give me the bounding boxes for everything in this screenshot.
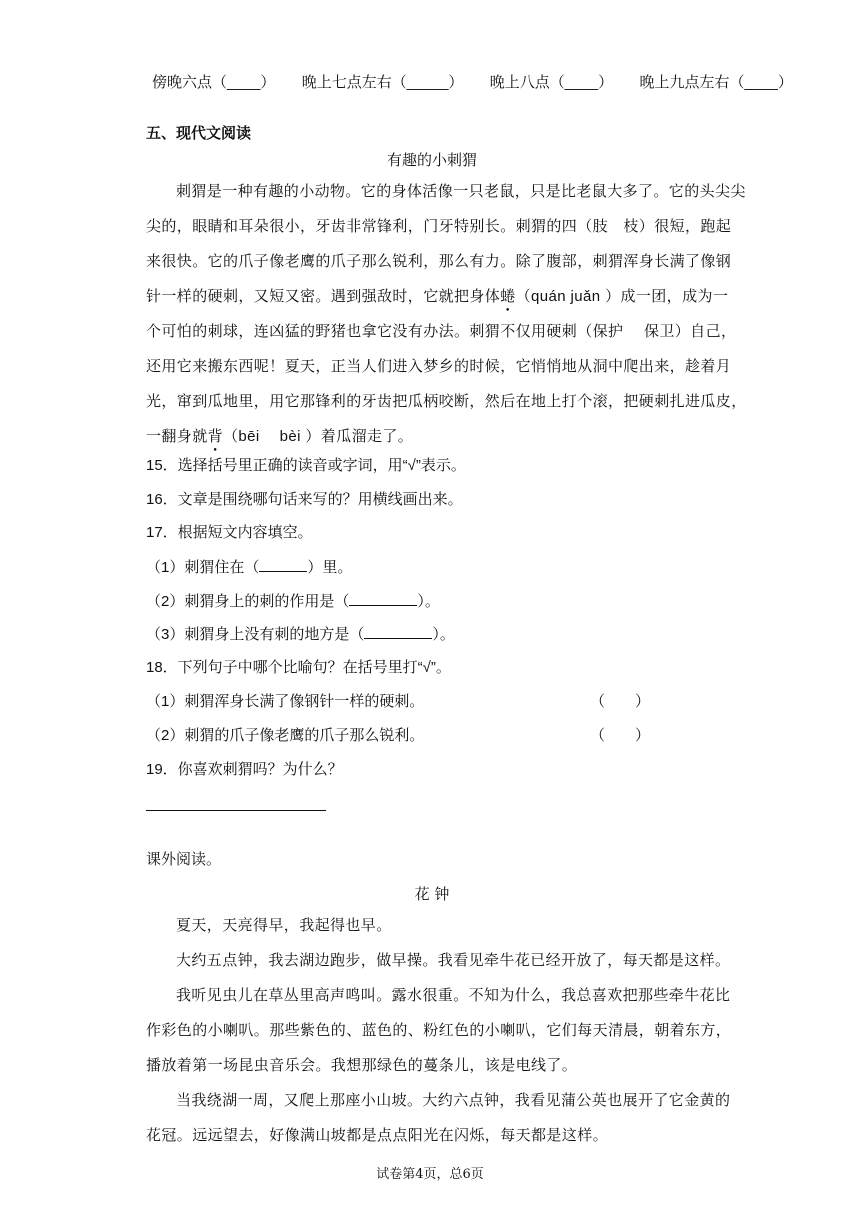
extra-line: 花冠。远远望去，好像满山坡都是点点阳光在闪烁，每天都是这样。 [146, 1126, 609, 1144]
question-18-1: （1）刺猬浑身长满了像钢针一样的硬刺。 [146, 693, 425, 710]
dotted-char: 蜷 [500, 287, 516, 305]
extra-line: 当我绕湖一周，又爬上那座小山坡。大约六点钟，我看见蒲公英也展开了它金黄的 [176, 1091, 731, 1109]
time-option-4: 晚上九点左右（____） [639, 74, 793, 91]
question-16: 16．文章是围绕哪句话来写的？用横线画出来。 [146, 491, 463, 508]
extra-line: 大约五点钟，我去湖边跑步，做早操。我看见牵牛花已经开放了，每天都是这样。 [176, 951, 731, 969]
extra-line: 夏天，天亮得早，我起得也早。 [176, 916, 392, 934]
passage-line: 刺猬是一种有趣的小动物。它的身体活像一只老鼠，只是比老鼠大多了。它的头尖尖 [176, 182, 746, 200]
extra-line: 我听见虫儿在草丛里高声鸣叫。露水很重。不知为什么，我总喜欢把那些牵牛花比 [176, 986, 731, 1004]
time-option-1: 傍晚六点（____） [152, 74, 276, 91]
pinyin-choice: （bēi bèi ） [223, 428, 321, 445]
question-18: 18．下列句子中哪个比喻句？在括号里打“√”。 [146, 659, 451, 676]
time-option-3: 晚上八点（____） [489, 74, 614, 91]
question-15: 15．选择括号里正确的读音或字词，用“√”表示。 [146, 457, 466, 474]
passage-line: 光，窜到瓜地里，用它那锋利的牙齿把瓜柄咬断，然后在地上打个滚，把硬刺扎进瓜皮， [146, 392, 747, 410]
answer-blank[interactable] [349, 591, 417, 606]
passage-title: 有趣的小刺猬 [386, 151, 477, 169]
passage-line: 个可怕的刺球，连凶猛的野猪也拿它没有办法。刺猬不仅用硬刺（保护 保卫）自己， [146, 322, 737, 340]
time-options-row [152, 73, 793, 93]
page-footer: 试卷第4页，总6页 [376, 1167, 484, 1182]
answer-blank[interactable] [364, 624, 432, 639]
passage-line: 针一样的硬刺，又短又密。遇到强敌时，它就把身体蜷（quán juǎn ）成一团，成为一 [146, 287, 729, 305]
pinyin-choice: （quán juǎn ） [515, 288, 621, 305]
answer-paren[interactable]: （ ） [590, 727, 651, 744]
answer-blank[interactable] [259, 557, 307, 572]
extra-line: 作彩色的小喇叭。那些紫色的、蓝色的、粉红色的小喇叭，它们每天清晨，朝着东方， [146, 1021, 732, 1039]
answer-line[interactable] [146, 810, 326, 811]
question-19: 19．你喜欢刺猬吗？为什么？ [146, 761, 343, 778]
question-17-3: （3）刺猬身上没有刺的地方是（ ）。 [146, 626, 455, 643]
extra-heading: 课外阅读。 [146, 851, 222, 868]
question-17-1: （1）刺猬住在（ ）里。 [146, 559, 353, 576]
question-17-2: （2）刺猬身上的刺的作用是（ ）。 [146, 593, 440, 610]
passage-body [146, 181, 747, 461]
dotted-char: 背 [207, 427, 224, 445]
question-17: 17．根据短文内容填空。 [146, 524, 313, 541]
passage-line: 一翻身就背（bēi bèi ）着瓜溜走了。 [146, 427, 414, 445]
extra-line: 播放着第一场昆虫音乐会。我想那绿色的蔓条儿，该是电线了。 [146, 1056, 578, 1074]
passage-line: 还用它来搬东西呢！夏天，正当人们进入梦乡的时候，它悄悄地从洞中爬出来，趁着月 [146, 357, 732, 375]
time-option-2: 晚上七点左右（_____） [301, 74, 464, 91]
extra-title: 花 钟 [414, 885, 450, 903]
passage-line: 尖的，眼睛和耳朵很小，牙齿非常锋利，门牙特别长。刺猬的四（肢 枝）很短，跑起 [146, 217, 732, 235]
answer-paren[interactable]: （ ） [590, 693, 651, 710]
section-heading: 五、现代文阅读 [146, 125, 252, 142]
question-18-2: （2）刺猬的爪子像老鹰的爪子那么锐利。 [146, 727, 425, 744]
passage-line: 来很快。它的爪子像老鹰的爪子那么锐利，那么有力。除了腹部，刺猬浑身长满了像钢 [146, 252, 732, 270]
extra-body [146, 915, 732, 1160]
